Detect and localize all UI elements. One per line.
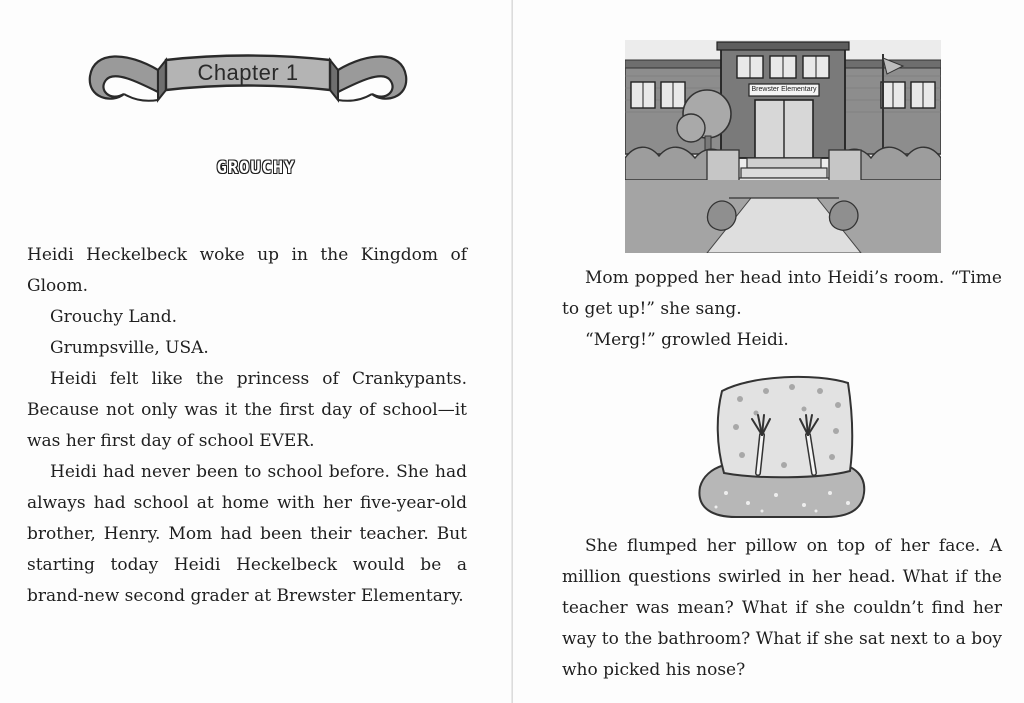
paragraph: Heidi felt like the princess of Crankypants. Because not only was it the first day of school—it was her first day of school EVER. [27, 369, 467, 451]
school-illustration [625, 40, 941, 253]
chapter-label: Chapter 1 [197, 60, 299, 85]
paragraph: Mom popped her head into Heidi’s room. “Time to get up!” she sang. [562, 268, 1002, 319]
school-sign-text: Brewster Elementary [751, 86, 817, 93]
pillow-illustration [696, 369, 868, 521]
ribbon-banner-icon [88, 42, 408, 134]
chapter-banner [88, 42, 408, 134]
right-body-text-top [562, 263, 1002, 356]
paragraph: “Merg!” growled Heidi. [585, 330, 789, 350]
paragraph: Heidi had never been to school before. She had always had school at home with her five-year-old brother, Henry. Mom had been their teacher. But starting today Heidi Heckelbeck would be a brand-new second grader at Brewster Elementary. [27, 462, 467, 606]
paragraph: Grouchy Land. [50, 307, 178, 327]
chapter-subtitle: GROUCHY [216, 158, 296, 178]
right-page [513, 0, 1024, 703]
paragraph: Heidi Heckelbeck woke up in the Kingdom of Gloom. [27, 245, 467, 296]
school-building-icon [625, 40, 941, 253]
paragraph: Grumpsville, USA. [50, 338, 209, 358]
pillow-hands-icon [696, 369, 868, 521]
left-body-text [27, 240, 467, 612]
right-body-text-bottom [562, 531, 1002, 686]
paragraph: She flumped her pillow on top of her face. A million questions swirled in her head. What if the teacher was mean? What if she couldn’t find her way to the bathroom? What if she sat next to a boy who picked his nose? [562, 536, 1002, 680]
